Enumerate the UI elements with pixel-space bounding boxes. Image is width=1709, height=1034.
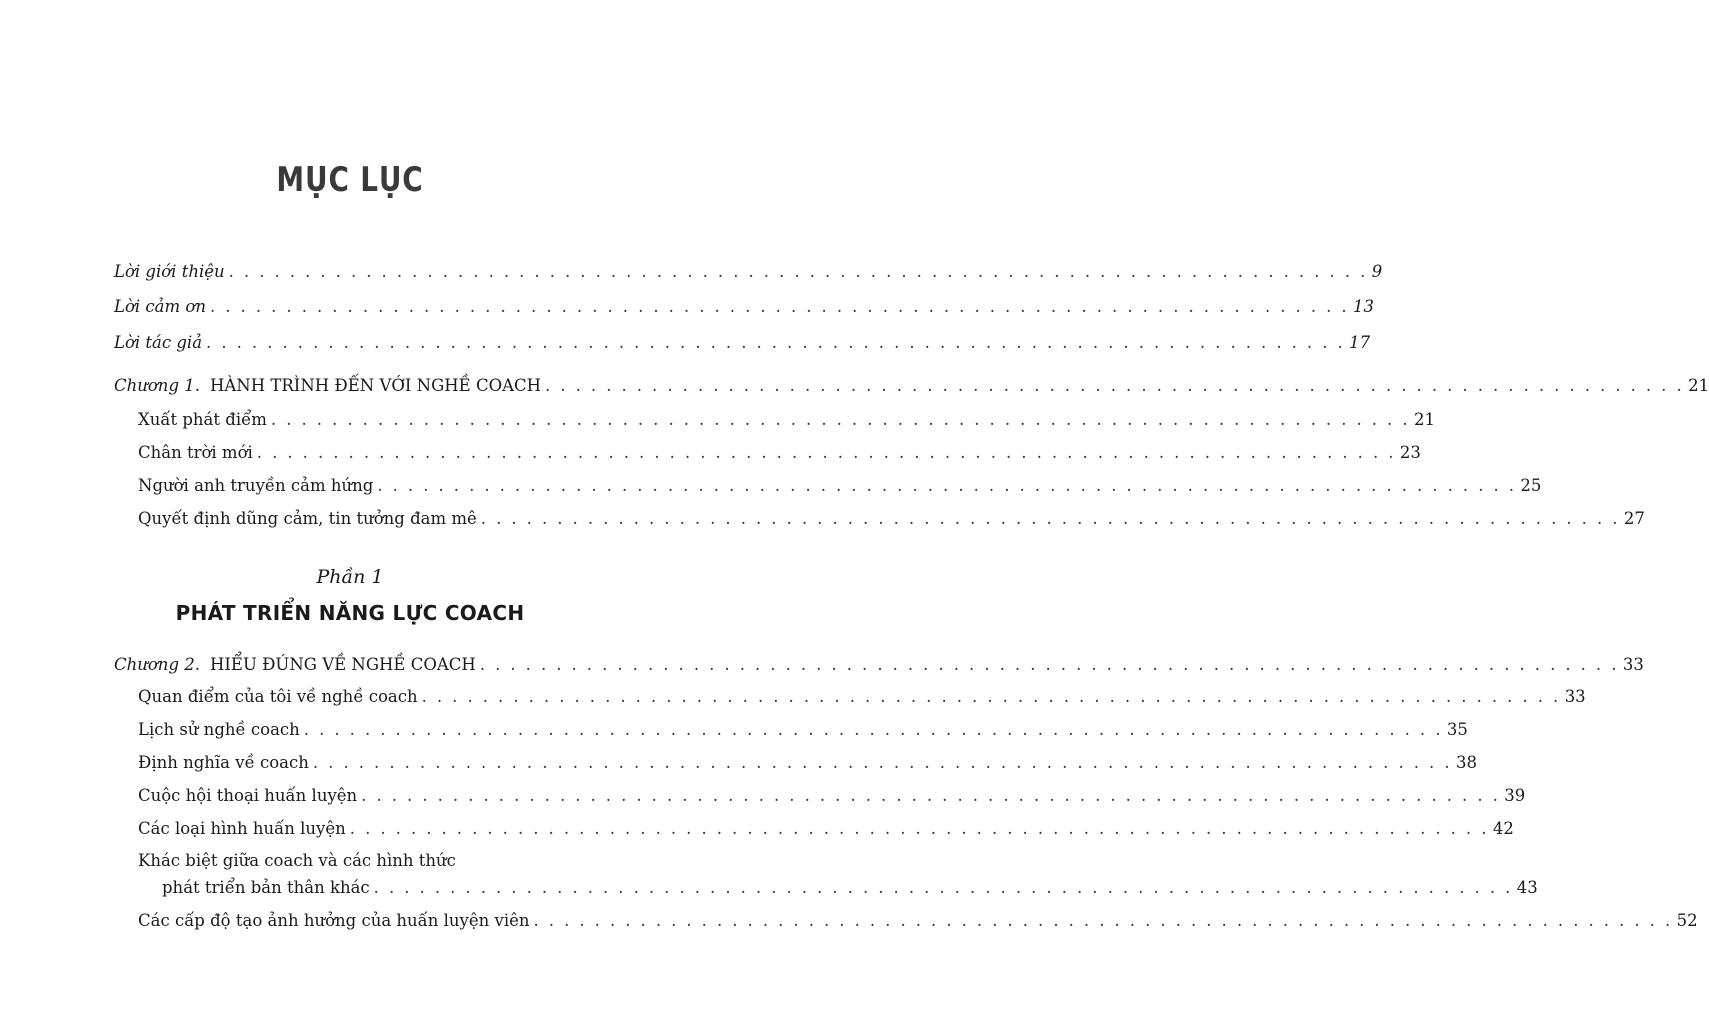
entry-label: Các cấp độ tạo ảnh hưởng của huấn luyện viên <box>138 911 530 930</box>
toc-section <box>162 876 1538 900</box>
entry-label: Xuất phát điểm <box>138 410 267 429</box>
entry-page: 38 <box>1455 753 1477 772</box>
entry-label: Người anh truyền cảm hứng <box>138 476 374 495</box>
entry-page: 33 <box>1622 655 1644 674</box>
entry-page: 13 <box>1353 297 1375 316</box>
part-title: PHÁT TRIỂN NĂNG LỰC COACH <box>175 601 525 625</box>
toc-section <box>138 441 1421 465</box>
chapter-title: HÀNH TRÌNH ĐẾN VỚI NGHỀ COACH <box>210 376 542 395</box>
entry-page: 52 <box>1676 911 1698 930</box>
entry-label: Lời giới thiệu <box>114 262 225 281</box>
entry-page: 21 <box>1688 376 1709 395</box>
toc-section <box>138 718 1468 742</box>
dot-leader: . . . . . . . . . . . . . . . . . . . . . . . . . . . . . . . . . . . . . . . . . . . . . . . . . . . . . . . . . . . . . . . . . . . . . . . . . . . <box>349 819 1489 838</box>
entry-label: Quyết định dũng cảm, tin tưởng đam mê <box>138 509 477 528</box>
entry-page: 35 <box>1446 720 1468 739</box>
toc-entry-author-note <box>114 331 1371 355</box>
chapter-heading <box>114 653 476 677</box>
toc-section <box>138 817 1514 841</box>
chapter-heading <box>114 374 541 398</box>
entry-label: Lịch sử nghề coach <box>138 720 300 739</box>
entry-page: 33 <box>1564 687 1586 706</box>
dot-leader: . . . . . . . . . . . . . . . . . . . . . . . . . . . . . . . . . . . . . . . . . . . . . . . . . . . . . . . . . . . . . . . . . . . . . . . . . . . <box>256 443 1396 462</box>
toc-section <box>138 784 1526 808</box>
dot-leader: . . . . . . . . . . . . . . . . . . . . . . . . . . . . . . . . . . . . . . . . . . . . . . . . . . . . . . . . . . . . . . . . . . . . . . . . . . . <box>533 911 1673 930</box>
toc-chapter-2 <box>114 653 1644 677</box>
part-label: Phần 1 <box>316 566 384 588</box>
dot-leader: . . . . . . . . . . . . . . . . . . . . . . . . . . . . . . . . . . . . . . . . . . . . . . . . . . . . . . . . . . . . . . . . . . . . . . . . . . . <box>480 509 1620 528</box>
entry-page: 43 <box>1516 878 1538 897</box>
dot-leader: . . . . . . . . . . . . . . . . . . . . . . . . . . . . . . . . . . . . . . . . . . . . . . . . . . . . . . . . . . . . . . . . . . . . . . . . . . . <box>312 753 1452 772</box>
chapter-prefix: Chương 1. <box>114 376 200 395</box>
entry-label: Các loại hình huấn luyện <box>138 819 346 838</box>
entry-label: Quan điểm của tôi về nghề coach <box>138 687 418 706</box>
entry-label: Định nghĩa về coach <box>138 753 309 772</box>
entry-label: Lời cảm ơn <box>114 297 206 316</box>
dot-leader: . . . . . . . . . . . . . . . . . . . . . . . . . . . . . . . . . . . . . . . . . . . . . . . . . . . . . . . . . . . . . . . . . . . . . . . . . . . <box>270 410 1410 429</box>
dot-leader: . . . . . . . . . . . . . . . . . . . . . . . . . . . . . . . . . . . . . . . . . . . . . . . . . . . . . . . . . . . . . . . . . . . . . . . . . . . <box>228 262 1368 281</box>
toc-section <box>138 474 1542 498</box>
toc-section <box>138 408 1435 432</box>
dot-leader: . . . . . . . . . . . . . . . . . . . . . . . . . . . . . . . . . . . . . . . . . . . . . . . . . . . . . . . . . . . . . . . . . . . . . . . . . . . <box>377 476 1517 495</box>
chapter-prefix: Chương 2. <box>114 655 200 674</box>
entry-page: 39 <box>1504 786 1526 805</box>
entry-page: 27 <box>1623 509 1645 528</box>
dot-leader: . . . . . . . . . . . . . . . . . . . . . . . . . . . . . . . . . . . . . . . . . . . . . . . . . . . . . . . . . . . . . . . . . . . . . . . . . . . <box>373 878 1513 897</box>
entry-label: Chân trời mới <box>138 443 253 462</box>
chapter-title: HIỂU ĐÚNG VỀ NGHỀ COACH <box>210 655 476 674</box>
dot-leader: . . . . . . . . . . . . . . . . . . . . . . . . . . . . . . . . . . . . . . . . . . . . . . . . . . . . . . . . . . . . . . . . . . . . . . . . . . . <box>209 297 1350 316</box>
dot-leader: . . . . . . . . . . . . . . . . . . . . . . . . . . . . . . . . . . . . . . . . . . . . . . . . . . . . . . . . . . . . . . . . . . . . . . . . . . . <box>206 333 1346 352</box>
dot-leader: . . . . . . . . . . . . . . . . . . . . . . . . . . . . . . . . . . . . . . . . . . . . . . . . . . . . . . . . . . . . . . . . . . . . . . . . . . . <box>303 720 1443 739</box>
entry-label: Lời tác giả <box>114 333 203 352</box>
dot-leader: . . . . . . . . . . . . . . . . . . . . . . . . . . . . . . . . . . . . . . . . . . . . . . . . . . . . . . . . . . . . . . . . . . . . . . . . . . . <box>361 786 1501 805</box>
toc-section <box>138 507 1645 531</box>
toc-entry-foreword <box>114 260 1383 284</box>
page-title: MỤC LỤC <box>276 160 424 200</box>
entry-label: Cuộc hội thoại huấn luyện <box>138 786 358 805</box>
entry-page: 17 <box>1349 333 1371 352</box>
dot-leader: . . . . . . . . . . . . . . . . . . . . . . . . . . . . . . . . . . . . . . . . . . . . . . . . . . . . . . . . . . . . . . . . . . . . . . . . . . . <box>479 655 1619 674</box>
toc-chapter-1 <box>114 374 1709 398</box>
entry-page: 25 <box>1520 476 1542 495</box>
entry-label-continued: phát triển bản thân khác <box>162 878 370 897</box>
entry-label: Khác biệt giữa coach và các hình thức <box>138 851 456 870</box>
entry-page: 9 <box>1371 262 1383 281</box>
entry-page: 42 <box>1492 819 1514 838</box>
dot-leader: . . . . . . . . . . . . . . . . . . . . . . . . . . . . . . . . . . . . . . . . . . . . . . . . . . . . . . . . . . . . . . . . . . . . . . . . . . . <box>545 376 1685 395</box>
toc-section <box>138 751 1477 775</box>
toc-section <box>138 909 1698 933</box>
entry-page: 23 <box>1399 443 1421 462</box>
toc-entry-acknowledgements <box>114 295 1375 319</box>
toc-section <box>138 685 1586 709</box>
entry-page: 21 <box>1414 410 1435 429</box>
dot-leader: . . . . . . . . . . . . . . . . . . . . . . . . . . . . . . . . . . . . . . . . . . . . . . . . . . . . . . . . . . . . . . . . . . . . . . . . . . . <box>421 687 1561 706</box>
